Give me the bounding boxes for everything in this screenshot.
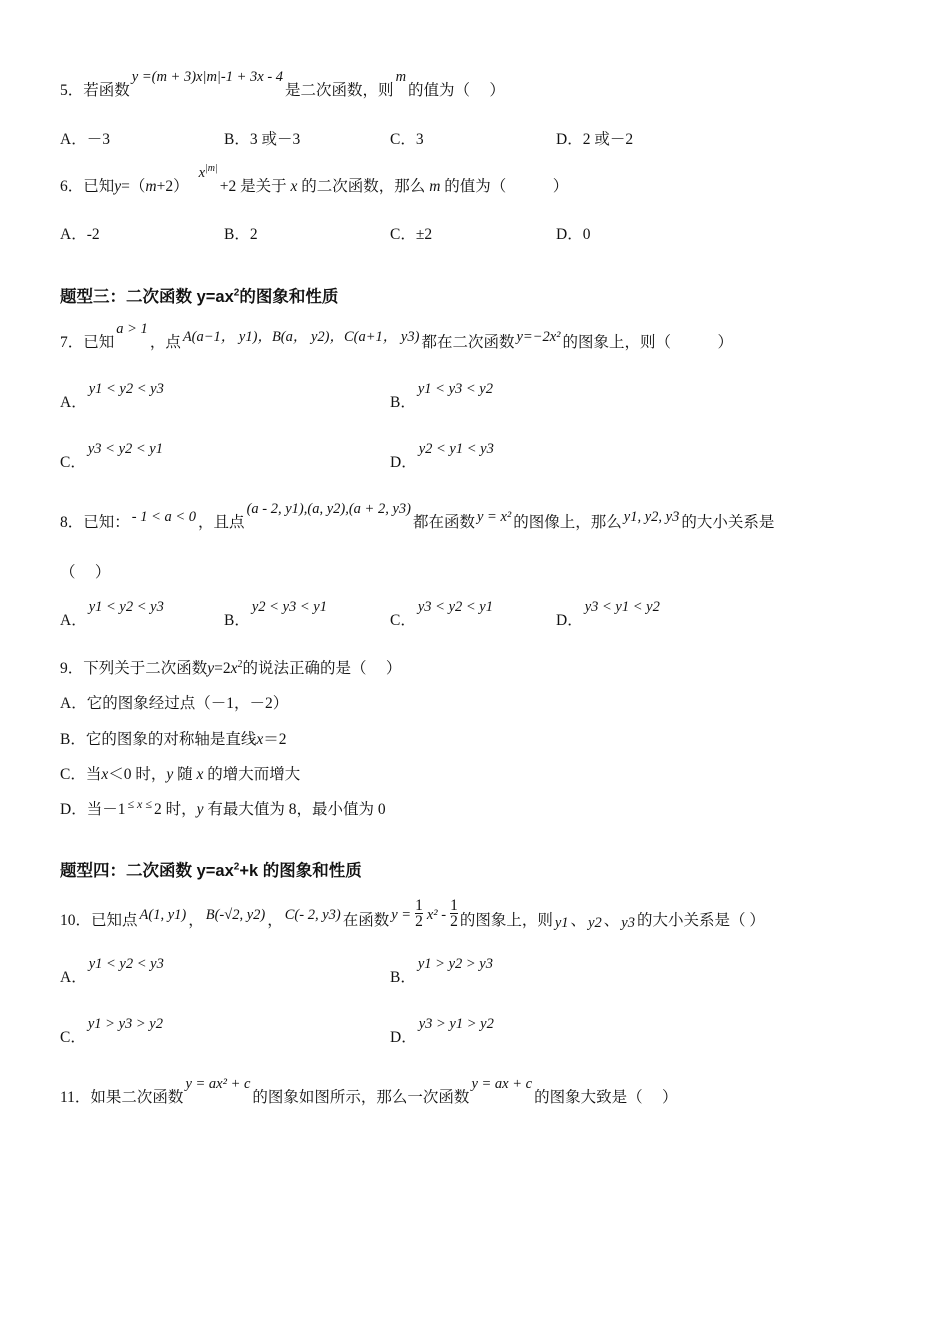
q11-prefix: 11．如果二次函数: [60, 1089, 184, 1106]
q10-mid2: 的图象上，则: [459, 912, 553, 930]
q9-sup: 2: [237, 658, 243, 670]
q8-option-a-label: A．: [60, 612, 87, 629]
q7-option-c-math: y3 < y2 < y1: [87, 441, 163, 457]
q8-option-c-math: y3 < y2 < y1: [417, 599, 493, 615]
q7-points: A(a−1， y1)，B(a， y2)，C(a+1， y3): [182, 329, 420, 345]
q8-option-d-label: D．: [556, 612, 583, 629]
q9-option-c-x2: x: [196, 766, 204, 783]
q9-option-a: A．它的图象经过点（－1，－2）: [60, 695, 289, 712]
question-10: [60, 897, 765, 937]
q10-frac2-den: 2: [450, 913, 458, 930]
q9-option-d-text: D．当－1: [60, 801, 126, 818]
q6-mid-c: +2 是关于: [219, 178, 287, 195]
question-9: [60, 656, 401, 678]
q8-option-b-label: B．: [224, 612, 250, 629]
q7-prefix: 7．已知: [60, 334, 115, 351]
q6-option-b: B．2: [224, 226, 258, 243]
q10-v2: y2: [588, 915, 602, 932]
q9-option-b-x: x: [256, 731, 264, 748]
q9-option-d-mid: 2 时，: [153, 801, 197, 818]
q11-func2: y = ax + c: [471, 1076, 533, 1092]
q7-option-c-label: C．: [60, 454, 86, 471]
h3-prefix: 题型三：二次函数 y=ax: [60, 288, 234, 306]
q10-option-c-label: C．: [60, 1029, 86, 1046]
q10-sep1: ，: [188, 912, 204, 930]
q8-option-d-math: y3 < y1 < y2: [584, 599, 660, 615]
q9-x: x: [230, 660, 238, 677]
q10-option-c-math: y1 > y3 > y2: [87, 1016, 163, 1032]
q6-mid-b: +2）: [156, 178, 189, 195]
q8-option-b-math: y2 < y3 < y1: [251, 599, 327, 615]
q9-option-c-end: 的增大而增大: [207, 766, 301, 783]
q9-y: y: [207, 660, 215, 677]
q6-power: [189, 165, 220, 181]
q8-option-b: [224, 599, 329, 630]
q6-x2: x: [290, 178, 298, 195]
q7-suffix: 的图象上，则（ ）: [562, 334, 734, 351]
q7-mid-a: ，点: [149, 334, 181, 351]
q10-frac2-num: 1: [450, 897, 458, 914]
question-6: [60, 163, 569, 196]
q10-point-b: B(-√2, y2): [205, 907, 266, 924]
q10-mid: 在函数: [342, 912, 390, 930]
q5-suffix-b: 的值为（ ）: [408, 82, 505, 99]
q7-option-b-label: B．: [390, 394, 416, 411]
q8-option-a-math: y1 < y2 < y3: [88, 599, 164, 615]
h4-prefix: 题型四：二次函数 y=ax: [60, 862, 234, 880]
q8-func: y = x²: [476, 509, 512, 525]
q10-suffix: 的大小关系是（ ）: [636, 912, 765, 930]
q7-option-c: [60, 441, 165, 472]
q6-mid-a: =（: [121, 178, 146, 195]
q10-v3: y3: [621, 915, 635, 932]
q8-points: (a - 2, y1),(a, y2),(a + 2, y3): [246, 501, 411, 517]
q6-option-a: A．-2: [60, 226, 100, 243]
q7-option-b-math: y1 < y3 < y2: [417, 381, 493, 397]
q6-option-d: D．0: [556, 226, 591, 243]
h4-sup: 2: [233, 861, 240, 873]
q7-mid-b: 都在二次函数: [421, 334, 515, 351]
section-heading-3: [60, 283, 338, 307]
q10-frac1-den: 2: [415, 913, 423, 930]
q10-fraction-2: [450, 898, 458, 929]
q10-prefix: 10．已知点: [60, 912, 138, 930]
q5-var: m: [395, 69, 407, 85]
question-8: [60, 501, 775, 532]
q10-func-left: y =: [391, 907, 412, 924]
q6-prefix: 6．已知: [60, 178, 115, 195]
q5-option-c: C．3: [390, 131, 424, 148]
q9-suffix: 的说法正确的是（ ）: [242, 660, 402, 677]
q9-option-c-mid2: 随: [177, 766, 193, 783]
q8-suffix: 的大小关系是: [681, 514, 775, 531]
question-7: [60, 321, 734, 352]
q10-option-c: [60, 1016, 165, 1047]
q5-suffix-a: 是二次函数，则: [285, 82, 394, 99]
q8-option-a: [60, 599, 166, 630]
q6-x: x: [198, 165, 206, 181]
q5-option-a: A．－3: [60, 131, 110, 148]
q9-option-b: [60, 727, 287, 749]
q10-option-d-label: D．: [390, 1029, 417, 1046]
q11-func1: y = ax² + c: [185, 1076, 251, 1092]
q8-vars: y1, y2, y3: [623, 509, 680, 525]
q6-m: m: [145, 178, 157, 195]
question-5: [60, 69, 505, 100]
q9-option-b-end: ＝2: [263, 731, 287, 748]
q10-sepv1: 、: [570, 912, 587, 930]
q8-option-c-label: C．: [390, 612, 416, 629]
q9-option-c-mid: ＜0 时，: [108, 766, 167, 783]
q5-option-b: B．3 或－3: [224, 131, 301, 148]
q10-option-d: [390, 1016, 496, 1047]
q9-option-b-text: B．它的图象的对称轴是直线: [60, 731, 257, 748]
q5-option-d: D．2 或－2: [556, 131, 634, 148]
h4-suffix: +k 的图象和性质: [239, 862, 362, 880]
q5-prefix: 5．若函数: [60, 82, 130, 99]
q7-cond: a > 1: [116, 321, 148, 337]
q9-option-d-math: ≤ x ≤: [127, 797, 152, 811]
q9-option-c-text: C．当: [60, 766, 102, 783]
q8-option-d: [556, 599, 662, 630]
q6-y: y: [114, 178, 122, 195]
q8-prefix: 8．已知：: [60, 514, 130, 531]
q7-option-b: [390, 381, 495, 412]
q7-option-d-math: y2 < y1 < y3: [418, 441, 494, 457]
q9-mid: =2: [214, 660, 231, 677]
q10-option-d-math: y3 > y1 > y2: [418, 1016, 494, 1032]
q10-option-b-math: y1 > y2 > y3: [417, 956, 493, 972]
q6-suffix: 的值为（ ）: [444, 178, 569, 195]
q10-sepv2: 、: [603, 912, 620, 930]
q9-prefix: 9．下列关于二次函数: [60, 660, 208, 677]
q7-option-d: [390, 441, 496, 472]
q6-option-c: C．±2: [390, 226, 433, 243]
q7-option-a-math: y1 < y2 < y3: [88, 381, 164, 397]
q10-option-b: [390, 956, 495, 987]
q8-paren: （ ）: [60, 564, 111, 581]
q10-option-a-math: y1 < y2 < y3: [88, 956, 164, 972]
q9-option-c-x: x: [101, 766, 109, 783]
q9-option-d: [60, 797, 386, 819]
q11-mid: 的图象如图所示，那么一次函数: [252, 1089, 470, 1106]
q10-sep2: ，: [267, 912, 283, 930]
q8-option-c: [390, 599, 495, 630]
q7-func: y=−2x²: [516, 329, 561, 345]
h3-sup: 2: [233, 287, 240, 299]
q9-option-d-end: 有最大值为 8，最小值为 0: [207, 801, 386, 818]
q9-option-c-y: y: [166, 766, 174, 783]
q9-option-d-y: y: [196, 801, 204, 818]
h3-suffix: 的图象和性质: [239, 288, 339, 306]
q11-suffix: 的图象大致是（ ）: [534, 1089, 678, 1106]
q10-fraction-1: [415, 898, 423, 929]
q10-v1: y1: [554, 915, 569, 932]
q10-option-a-label: A．: [60, 969, 87, 986]
q8-mid-c: 的图像上，那么: [513, 514, 622, 531]
question-11: [60, 1076, 678, 1107]
q10-point-c: C(- 2, y3): [284, 907, 341, 924]
q8-mid-b: 都在函数: [412, 514, 475, 531]
q9-option-c: [60, 762, 300, 784]
q7-option-d-label: D．: [390, 454, 417, 471]
q8-cond: - 1 < a < 0: [131, 509, 197, 525]
section-heading-4: [60, 857, 362, 881]
q6-mid-d: 的二次函数，那么: [301, 178, 426, 195]
q10-option-a: [60, 956, 166, 987]
q6-m2: m: [429, 178, 441, 195]
q6-exp: |m|: [205, 163, 218, 175]
q7-option-a-label: A．: [60, 394, 87, 411]
q8-mid-a: ，且点: [198, 514, 245, 531]
q7-option-a: [60, 381, 166, 412]
q10-func-mid: x² -: [426, 907, 447, 924]
q5-formula: y =(m + 3)x|m|-1 + 3x - 4: [131, 69, 284, 85]
q10-option-b-label: B．: [390, 969, 416, 986]
q10-point-a: A(1, y1): [139, 907, 187, 924]
q10-frac1-num: 1: [415, 897, 423, 914]
